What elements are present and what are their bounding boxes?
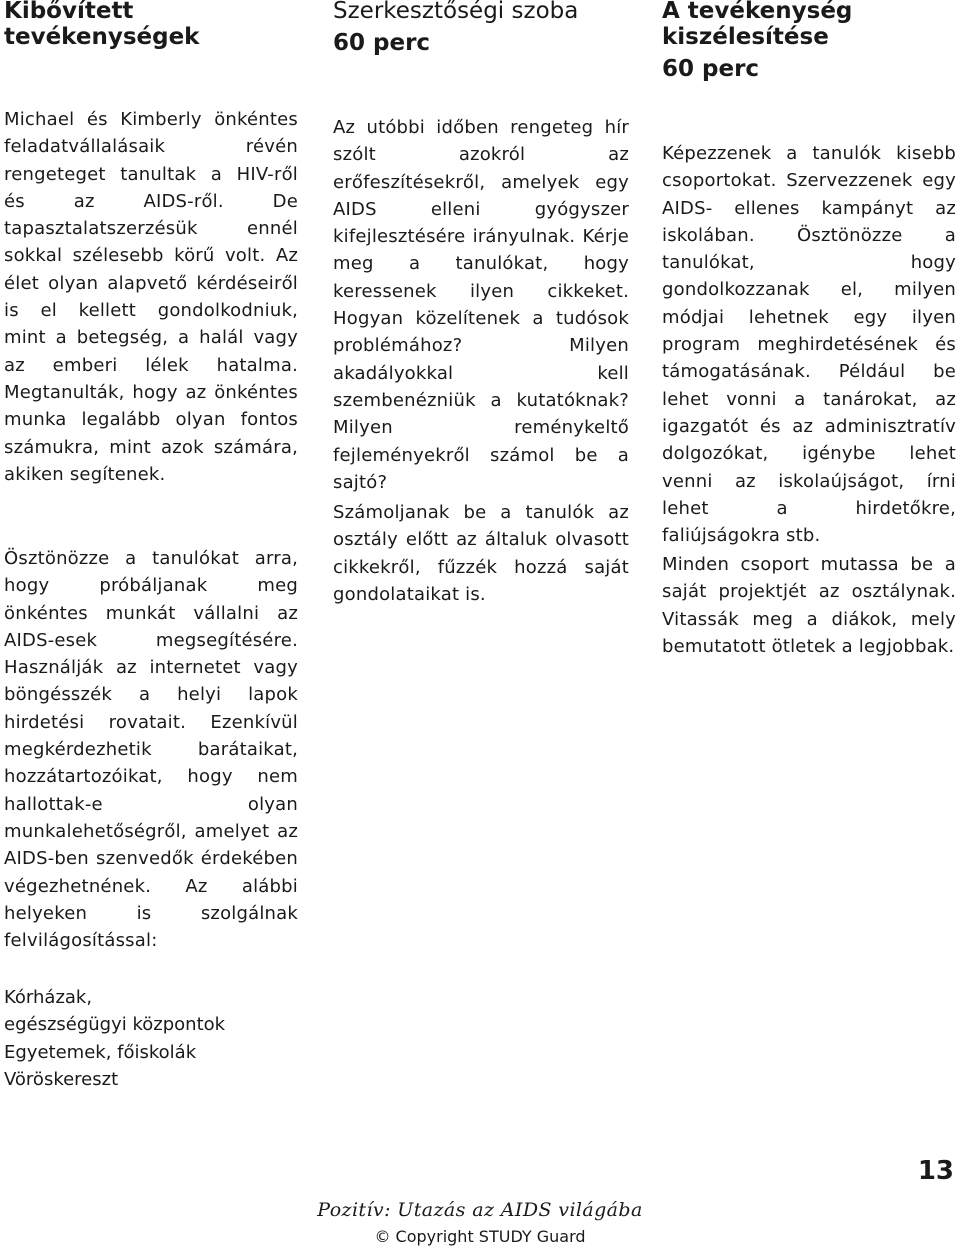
paragraph: Számoljanak be a tanulók az osztály előtt az általuk olvasott cikkekről, fűzzék hozzá saját gondolataikat is.: [333, 502, 629, 605]
heading-line: A tevékenység: [662, 0, 853, 24]
footer-title: Pozitív: Utazás az AIDS világába: [317, 1199, 643, 1221]
list-item: Egyetemek, főiskolák: [4, 1041, 197, 1063]
heading-line: Kibővített: [4, 0, 134, 24]
paragraph: Michael és Kimberly önkéntes feladatvállalásaik révén rengeteget tanultak a HIV-ről és az AIDS-ről. De tapasztalatszerzésük ennél sokkal szélesebb körű volt. Az élet olyan alapvető kérdéseiről is el kellett gondolkodniuk, mint a betegség, a halál vagy az emberi lélek hatalma. Megtanulták, hogy az önkéntes munka legalább olyan fontos számukra, mint azok számára, akiken segítenek.: [4, 109, 298, 485]
section-heading: [4, 0, 199, 50]
duration-label: 60 perc: [333, 30, 431, 56]
duration-label: 60 perc: [662, 56, 760, 82]
paragraph: Minden csoport mutassa be a saját projektjét az osztálynak. Vitassák meg a diákok, mely bemutatott ötletek a legjobbak.: [662, 554, 956, 657]
heading-line: tevékenységek: [4, 24, 200, 50]
footer-copyright: © Copyright STUDY Guard: [374, 1227, 586, 1246]
list-item: Vöröskereszt: [4, 1068, 119, 1090]
heading-line: Szerkesztőségi szoba: [333, 0, 579, 24]
list-item: egészségügyi központok: [4, 1014, 226, 1036]
resource-list: [4, 984, 298, 1093]
paragraph: Képezzenek a tanulók kisebb csoportokat. Szervezzenek egy AIDS- ellenes kampányt az iskolában. Ösztönözze a tanulókat, hogy gondolkozzanak el, milyen módjai lehetnek egy ilyen program meghirdetésének és támogatásának. Például be lehet vonni a tanárokat, az igazgatót és az adminisztratív dolgozókat, igénybe lehet venni az iskolaújságot, írni lehet a hirdetőkre, faliújságokra stb.: [662, 143, 956, 547]
page-number: 13: [917, 1156, 954, 1186]
list-item: Kórházak,: [4, 987, 93, 1008]
paragraph: Ösztönözze a tanulókat arra, hogy próbáljanak meg önkéntes munkát vállalni az AIDS-esek megsegítésére. Használják az internetet vagy böngésszék a helyi lapok hirdetési rovatait. Ezenkívül megkérdezhetik barátaikat, hozzátartozóikat, hogy nem hallottak-e olyan munkalehetőségről, amelyet az AIDS-ben szenvedők érdekében végezhetnének. Az alábbi helyeken is szolgálnak felvilágosítással:: [4, 548, 298, 952]
section-heading: [333, 0, 578, 56]
section-heading: [662, 0, 852, 82]
heading-line: kiszélesítése: [662, 24, 829, 50]
paragraph: Az utóbbi időben rengeteg hír szólt azokról az erőfeszítésekről, amelyek egy AIDS elleni gyógyszer kifejlesztésére irányulnak. Kérje meg a tanulókat, hogy keressenek ilyen cikkeket. Hogyan közelítenek a tudósok problémához? Milyen akadályokkal kell szembenézniük a kutatóknak? Milyen reménykeltő fejleményekről számol be a sajtó?: [333, 117, 629, 493]
